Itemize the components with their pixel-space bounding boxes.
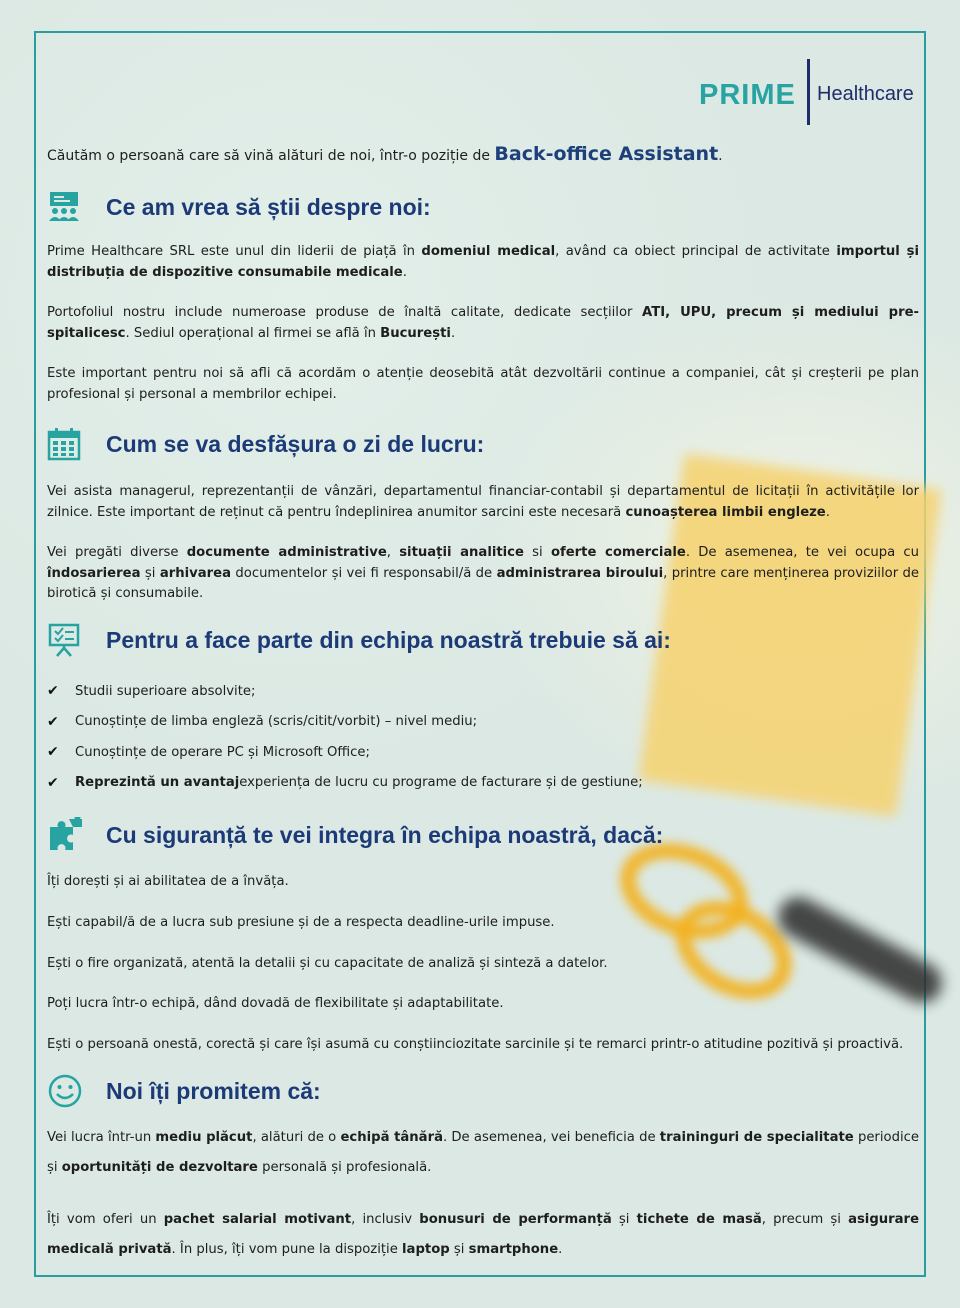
section-title: Cum se va desfășura o zi de lucru: <box>106 430 485 457</box>
section-title: Pentru a face parte din echipa noastră trebuie să ai: <box>106 626 671 653</box>
checkmark-icon: ✔ <box>47 774 59 791</box>
intro-text: Căutăm o persoană care să vină alături de noi, într-o poziție de <box>47 148 495 164</box>
fit-line: Îți dorești și ai abilitatea de a învăța. <box>47 874 289 889</box>
about-paragraph-2: Portofoliul nostru include numeroase produse de înaltă calitate, dedicate secțiilor ATI, UPU, precum și mediului pre-spitalicesc. Sediul operațional al firmei se află în București. <box>47 305 920 341</box>
intro-line <box>47 143 723 165</box>
logo-healthcare: Healthcare <box>817 83 914 105</box>
logo-prime: PRIME <box>699 79 796 111</box>
section-title: Noi îți promitem că: <box>106 1077 321 1104</box>
intro-end: . <box>718 148 723 164</box>
puzzle-icon <box>47 818 91 852</box>
section-requirements-heading <box>47 622 671 658</box>
calendar-icon <box>47 427 91 461</box>
checkmark-icon: ✔ <box>47 713 59 730</box>
smiley-icon <box>47 1074 91 1108</box>
checkmark-icon: ✔ <box>47 683 59 700</box>
workday-paragraph-1: Vei asista managerul, reprezentanții de vânzări, departamentul financiar-contabil și departamentul de licitații în activitățile lor zilnice. Este important de reținut că pentru îndeplinirea anumitor sarcini este necesară cunoașterea limbii engleze. <box>47 484 919 520</box>
workday-paragraph-2: Vei pregăti diverse documente administrative, situații analitice si oferte comerciale. De asemenea, te vei ocupa cu îndosarierea și arhivarea documentelor și vei fi responsabil/ă de administrarea biroului, printre care menținerea proviziilor de birotică și consumabile. <box>47 545 920 601</box>
team-presentation-icon <box>47 190 91 224</box>
section-fit-heading <box>47 817 663 853</box>
section-title: Ce am vrea să știi despre noi: <box>106 193 431 220</box>
checkmark-icon: ✔ <box>47 744 59 761</box>
promise-paragraph-1: Vei lucra într-un mediu plăcut, alături de o echipă tânără. De asemenea, vei beneficia de traininguri de specialitate periodice și oportunități de dezvoltare personală și profesională. <box>47 1130 919 1175</box>
fit-line: Ești capabil/ă de a lucra sub presiune și de a respecta deadline-urile impuse. <box>47 915 555 930</box>
requirements-list <box>47 676 643 798</box>
about-paragraph-3: Este important pentru noi să afli că acordăm o atenție deosebită atât dezvoltării continue a companiei, cât și creșterii pe plan profesional și personal a membrilor echipei. <box>47 366 919 402</box>
list-item: ✔ Cunoștințe de limba engleză (scris/citit/vorbit) – nivel mediu; <box>47 713 478 730</box>
job-role: Back-office Assistant <box>494 143 719 165</box>
list-item: ✔ Studii superioare absolvite; <box>47 683 256 700</box>
whiteboard-icon <box>47 623 91 657</box>
section-workday-heading <box>47 426 484 462</box>
fit-line: Poți lucra într-o echipă, dând dovadă de flexibilitate și adaptabilitate. <box>47 996 504 1011</box>
promise-paragraph-2: Îți vom oferi un pachet salarial motivant, inclusiv bonusuri de performanță și tichete de masă, precum și asigurare medicală privată. În plus, îți vom pune la dispoziție laptop și smartphone. <box>47 1212 920 1257</box>
section-promise-heading <box>47 1073 321 1109</box>
about-paragraph-1: Prime Healthcare SRL este unul din liderii de piață în domeniul medical, având ca obiect principal de activitate importul și distribuția de dispozitive consumabile medicale. <box>47 244 919 280</box>
fit-line: Ești o fire organizată, atentă la detalii și cu capacitate de analiză și sinteză a datelor. <box>47 956 608 971</box>
fit-line: Ești o persoană onestă, corectă și care își asumă cu conștiinciozitate sarcinile și te remarci printr-o atitudine pozitivă și proactivă. <box>47 1037 904 1052</box>
list-item: ✔ Cunoștințe de operare PC și Microsoft Office; <box>47 744 370 761</box>
company-logo <box>699 55 923 127</box>
section-about-heading <box>47 189 431 225</box>
list-item: ✔ Reprezintă un avantaj experiența de lucru cu programe de facturare și de gestiune; <box>47 774 643 791</box>
section-title: Cu siguranță te vei integra în echipa noastră, dacă: <box>106 821 664 848</box>
logo-divider <box>807 59 810 125</box>
